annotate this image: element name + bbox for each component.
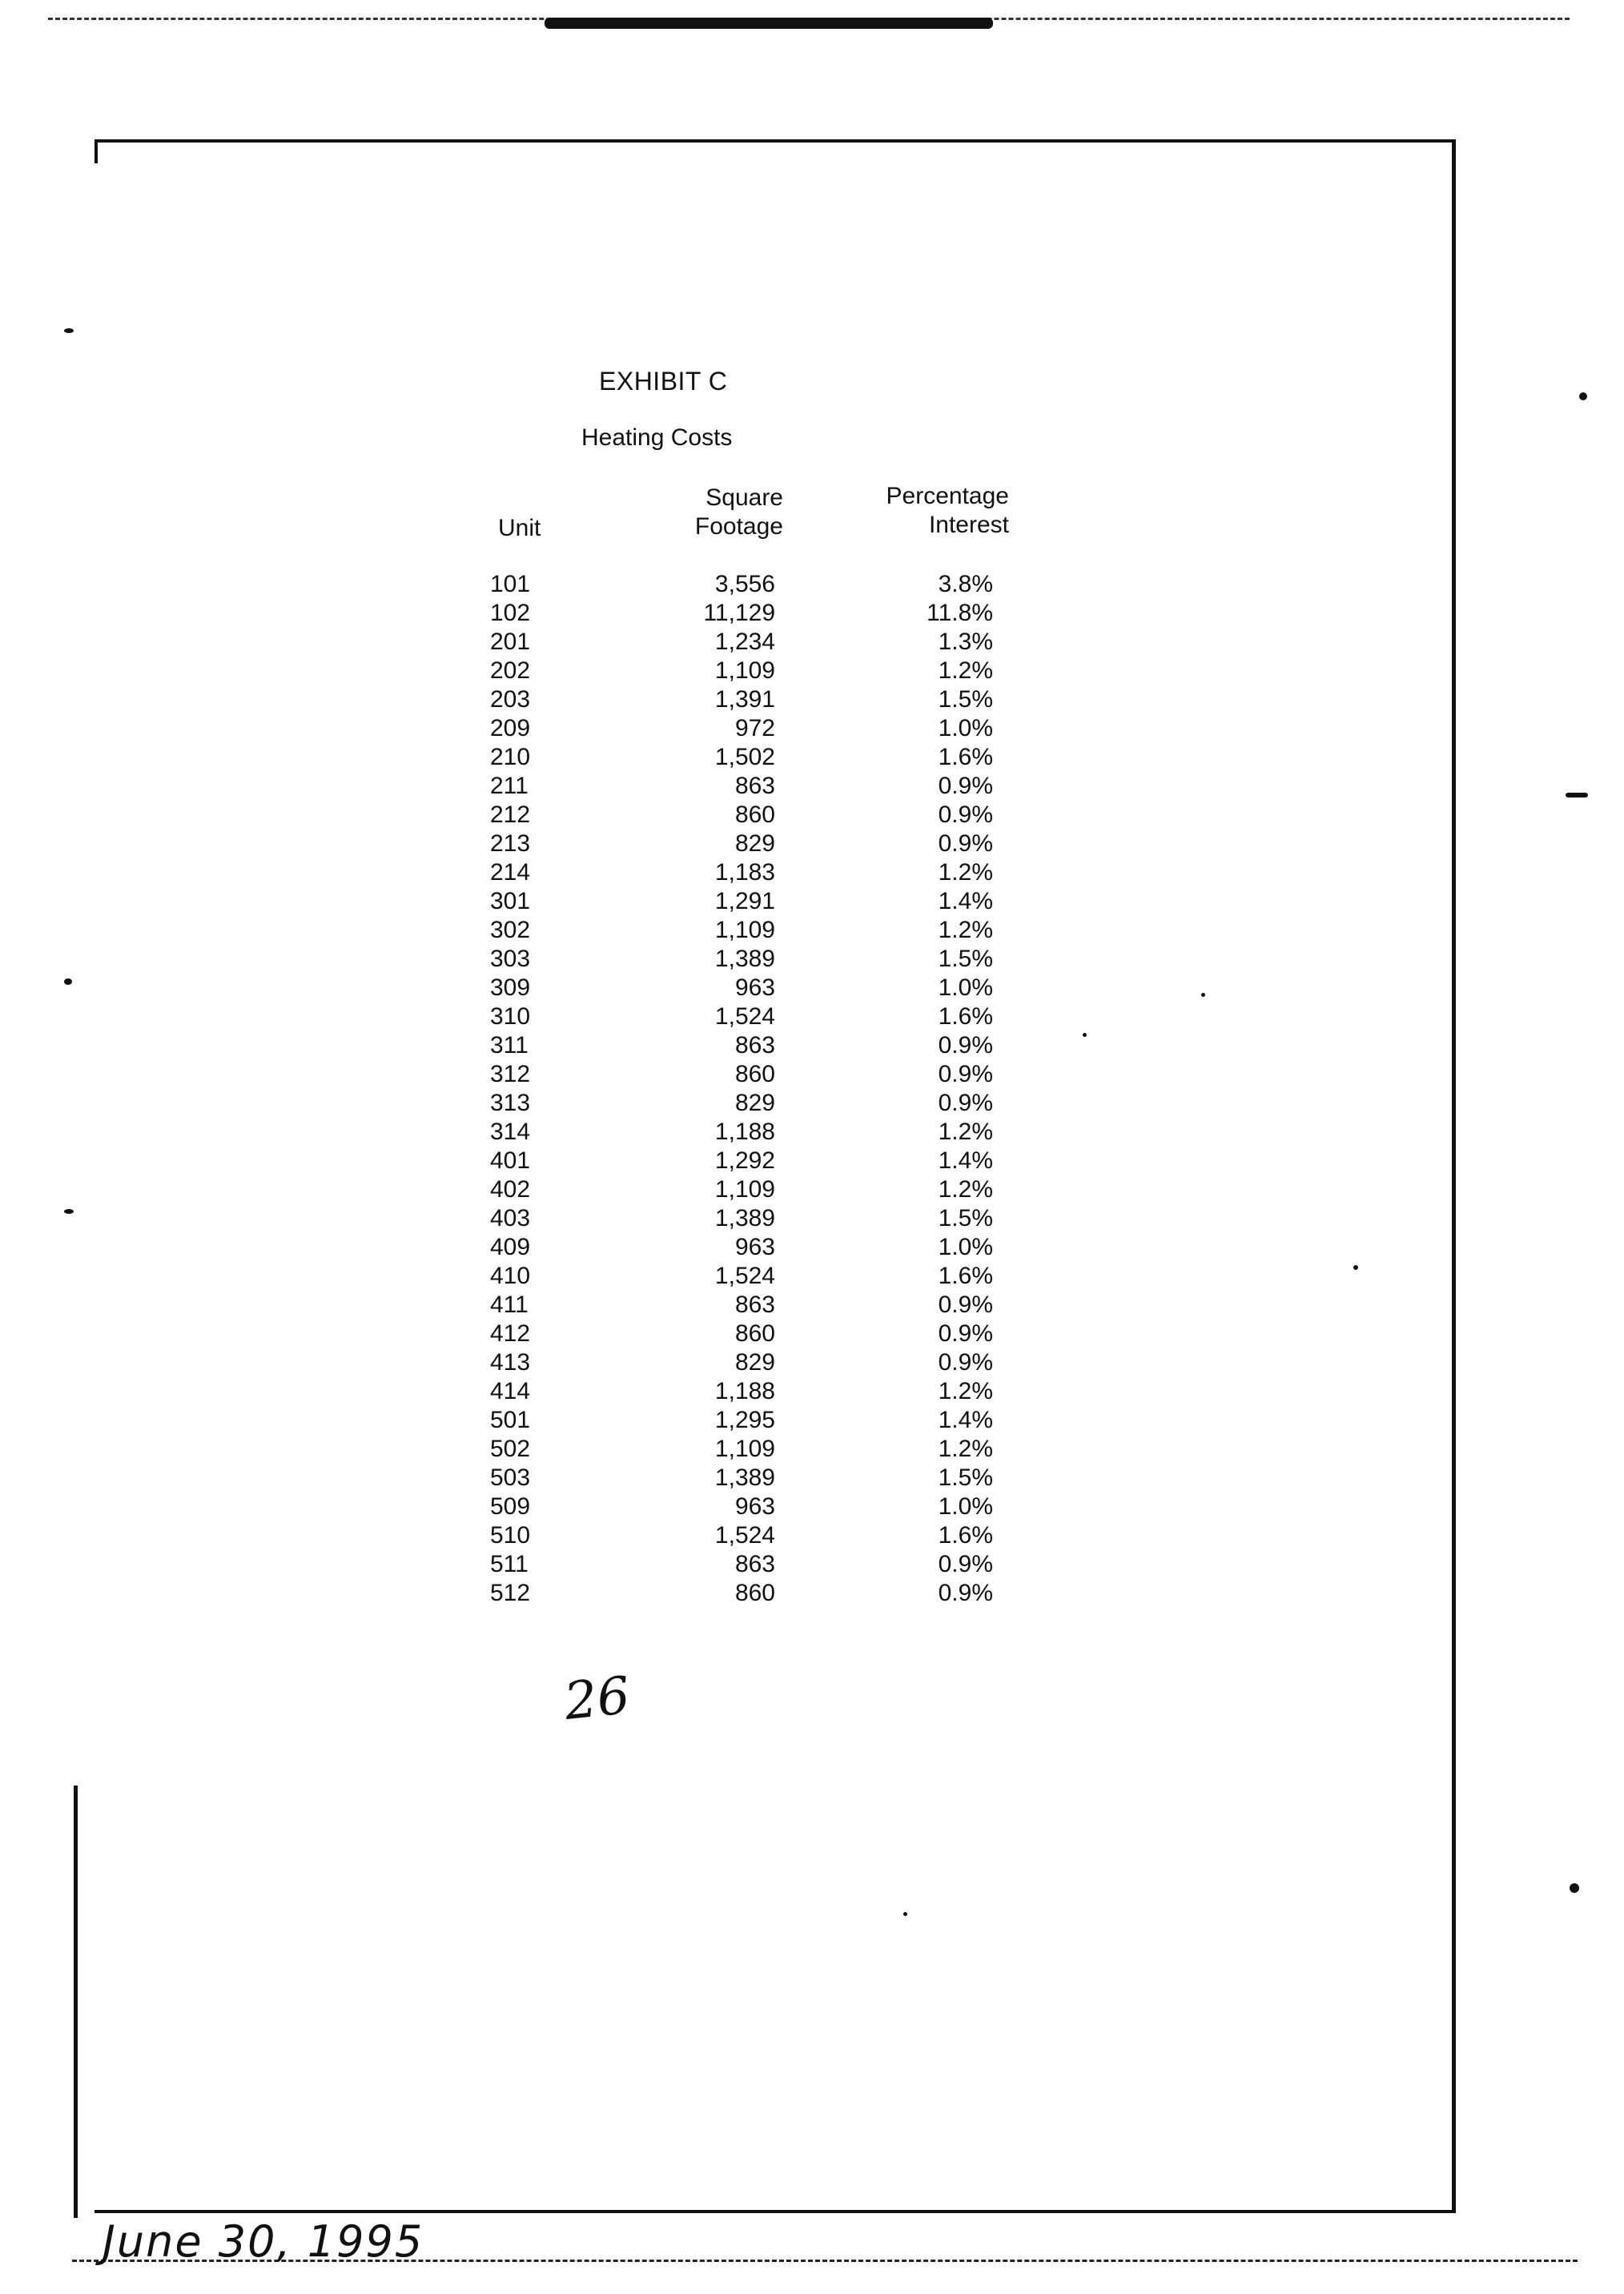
table-row: [0, 1175, 1624, 1204]
unit-cell: 301: [490, 888, 531, 914]
percentage-cell: 1.2%: [938, 917, 993, 943]
square-footage-cell: 1,524: [714, 1003, 775, 1030]
square-footage-cell: 860: [734, 1580, 775, 1606]
percentage-cell: 1.6%: [938, 1263, 993, 1289]
unit-cell: 402: [490, 1176, 531, 1203]
unit-cell: 309: [490, 974, 531, 1001]
table-row: [0, 1521, 1624, 1550]
table-row: [0, 801, 1624, 830]
column-header-unit-label: Unit: [498, 515, 541, 541]
table-row: [0, 945, 1624, 974]
table-row: [0, 1464, 1624, 1493]
table-row: [0, 743, 1624, 772]
square-footage-cell: 11,129: [703, 600, 775, 626]
unit-cell: 512: [490, 1580, 531, 1606]
unit-cell: 313: [490, 1090, 531, 1116]
table-row: [0, 1089, 1624, 1118]
table-row: [0, 685, 1624, 714]
percentage-cell: 1.6%: [938, 1522, 993, 1549]
unit-cell: 413: [490, 1349, 531, 1376]
table-row: [0, 714, 1624, 743]
table-row: [0, 1233, 1624, 1262]
table-row: [0, 1118, 1624, 1147]
exhibit-title: EXHIBIT C: [599, 367, 728, 396]
exhibit-subtitle: Heating Costs: [581, 424, 733, 451]
scan-speck: [1579, 392, 1587, 400]
table-row: [0, 1406, 1624, 1435]
square-footage-cell: 863: [734, 1032, 775, 1059]
square-footage-cell: 1,188: [714, 1378, 775, 1404]
percentage-cell: 0.9%: [938, 1551, 993, 1577]
unit-cell: 314: [490, 1119, 531, 1145]
unit-cell: 412: [490, 1320, 531, 1347]
unit-cell: 303: [490, 946, 531, 972]
percentage-cell: 3.8%: [938, 571, 993, 597]
unit-cell: 311: [490, 1032, 529, 1059]
unit-cell: 203: [490, 686, 531, 713]
table-row: [0, 1147, 1624, 1175]
unit-cell: 403: [490, 1205, 531, 1231]
percentage-cell: 0.9%: [938, 830, 993, 857]
percentage-cell: 0.9%: [938, 1580, 993, 1606]
percentage-cell: 11.8%: [927, 600, 993, 626]
percentage-cell: 0.9%: [938, 1061, 993, 1087]
unit-cell: 302: [490, 917, 531, 943]
unit-cell: 101: [490, 571, 531, 597]
square-footage-cell: 1,391: [714, 686, 775, 713]
square-footage-cell: 1,109: [714, 917, 775, 943]
percentage-cell: 1.5%: [938, 946, 993, 972]
percentage-cell: 1.2%: [938, 1378, 993, 1404]
square-footage-cell: 1,502: [714, 744, 775, 770]
unit-cell: 503: [490, 1464, 531, 1491]
unit-cell: 201: [490, 629, 531, 655]
square-footage-cell: 1,389: [714, 1205, 775, 1231]
heating-costs-table: [0, 570, 1624, 1608]
square-footage-cell: 1,292: [714, 1147, 775, 1174]
table-row: [0, 858, 1624, 887]
percentage-cell: 1.0%: [938, 1234, 993, 1260]
handwritten-page-number: 26: [561, 1665, 633, 1733]
square-footage-cell: 963: [734, 1493, 775, 1520]
percentage-cell: 1.2%: [938, 1119, 993, 1145]
column-header-square-footage-line2: Footage: [694, 513, 783, 540]
square-footage-cell: 1,389: [714, 946, 775, 972]
column-header-percentage-line1: Percentage: [886, 483, 1009, 509]
table-row: [0, 1348, 1624, 1377]
scan-speck: [1570, 1883, 1579, 1893]
percentage-cell: 0.9%: [938, 801, 993, 828]
percentage-cell: 1.2%: [938, 1176, 993, 1203]
square-footage-cell: 963: [734, 974, 775, 1001]
column-header-unit: [498, 514, 541, 543]
unit-cell: 312: [490, 1061, 531, 1087]
percentage-cell: 1.2%: [938, 657, 993, 684]
table-row: [0, 1377, 1624, 1406]
unit-cell: 411: [490, 1292, 529, 1318]
table-row: [0, 1002, 1624, 1031]
unit-cell: 202: [490, 657, 531, 684]
table-row: [0, 772, 1624, 801]
percentage-cell: 1.5%: [938, 686, 993, 713]
percentage-cell: 1.6%: [938, 1003, 993, 1030]
square-footage-cell: 829: [734, 1090, 775, 1116]
column-header-square-footage-line1: Square: [705, 484, 783, 511]
unit-cell: 102: [490, 600, 531, 626]
percentage-cell: 1.4%: [938, 1407, 993, 1433]
square-footage-cell: 1,291: [714, 888, 775, 914]
unit-cell: 410: [490, 1263, 531, 1289]
table-row: [0, 1579, 1624, 1608]
square-footage-cell: 1,109: [714, 1436, 775, 1462]
table-row: [0, 916, 1624, 945]
square-footage-cell: 972: [734, 715, 775, 741]
table-row: [0, 570, 1624, 599]
square-footage-cell: 1,109: [714, 657, 775, 684]
square-footage-cell: 3,556: [714, 571, 775, 597]
table-row: [0, 830, 1624, 858]
column-header-percentage-interest: [865, 482, 1009, 540]
square-footage-cell: 1,524: [714, 1522, 775, 1549]
table-row: [0, 1291, 1624, 1320]
table-row: [0, 1550, 1624, 1579]
unit-cell: 502: [490, 1436, 531, 1462]
percentage-cell: 1.2%: [938, 859, 993, 886]
page-border-left-bottom: [74, 1786, 78, 2218]
square-footage-cell: 1,234: [714, 629, 775, 655]
square-footage-cell: 860: [734, 1061, 775, 1087]
unit-cell: 414: [490, 1378, 531, 1404]
unit-cell: 511: [490, 1551, 529, 1577]
percentage-cell: 0.9%: [938, 1320, 993, 1347]
scan-speck: [903, 1912, 907, 1916]
unit-cell: 409: [490, 1234, 531, 1260]
table-row: [0, 1493, 1624, 1521]
scan-artifact-top-bar: [545, 18, 993, 29]
handwritten-date: June 30, 1995: [103, 2216, 424, 2267]
square-footage-cell: 860: [734, 801, 775, 828]
percentage-cell: 1.4%: [938, 888, 993, 914]
square-footage-cell: 1,188: [714, 1119, 775, 1145]
square-footage-cell: 1,524: [714, 1263, 775, 1289]
unit-cell: 509: [490, 1493, 531, 1520]
table-row: [0, 974, 1624, 1002]
square-footage-cell: 829: [734, 1349, 775, 1376]
table-row: [0, 1031, 1624, 1060]
percentage-cell: 0.9%: [938, 1032, 993, 1059]
scan-speck: [64, 328, 74, 333]
percentage-cell: 0.9%: [938, 773, 993, 799]
unit-cell: 213: [490, 830, 531, 857]
percentage-cell: 1.3%: [938, 629, 993, 655]
unit-cell: 510: [490, 1522, 531, 1549]
percentage-cell: 0.9%: [938, 1090, 993, 1116]
percentage-cell: 1.5%: [938, 1205, 993, 1231]
square-footage-cell: 1,389: [714, 1464, 775, 1491]
unit-cell: 401: [490, 1147, 531, 1174]
percentage-cell: 1.0%: [938, 1493, 993, 1520]
percentage-cell: 1.4%: [938, 1147, 993, 1174]
page-border-left-top: [94, 139, 98, 163]
table-row: [0, 1262, 1624, 1291]
unit-cell: 212: [490, 801, 531, 828]
square-footage-cell: 963: [734, 1234, 775, 1260]
percentage-cell: 1.0%: [938, 715, 993, 741]
percentage-cell: 1.2%: [938, 1436, 993, 1462]
percentage-cell: 1.0%: [938, 974, 993, 1001]
unit-cell: 211: [490, 773, 529, 799]
column-header-square-footage: [687, 484, 783, 541]
table-row: [0, 1435, 1624, 1464]
column-header-percentage-line2: Interest: [928, 512, 1009, 538]
unit-cell: 210: [490, 744, 531, 770]
percentage-cell: 1.6%: [938, 744, 993, 770]
table-row: [0, 1060, 1624, 1089]
square-footage-cell: 1,109: [714, 1176, 775, 1203]
square-footage-cell: 860: [734, 1320, 775, 1347]
table-row: [0, 628, 1624, 657]
percentage-cell: 0.9%: [938, 1292, 993, 1318]
percentage-cell: 0.9%: [938, 1349, 993, 1376]
percentage-cell: 1.5%: [938, 1464, 993, 1491]
unit-cell: 501: [490, 1407, 531, 1433]
table-row: [0, 1320, 1624, 1348]
table-row: [0, 887, 1624, 916]
square-footage-cell: 1,183: [714, 859, 775, 886]
table-row: [0, 657, 1624, 685]
square-footage-cell: 863: [734, 773, 775, 799]
unit-cell: 214: [490, 859, 531, 886]
table-row: [0, 1204, 1624, 1233]
table-row: [0, 599, 1624, 628]
unit-cell: 310: [490, 1003, 531, 1030]
square-footage-cell: 863: [734, 1551, 775, 1577]
square-footage-cell: 863: [734, 1292, 775, 1318]
square-footage-cell: 1,295: [714, 1407, 775, 1433]
unit-cell: 209: [490, 715, 531, 741]
square-footage-cell: 829: [734, 830, 775, 857]
